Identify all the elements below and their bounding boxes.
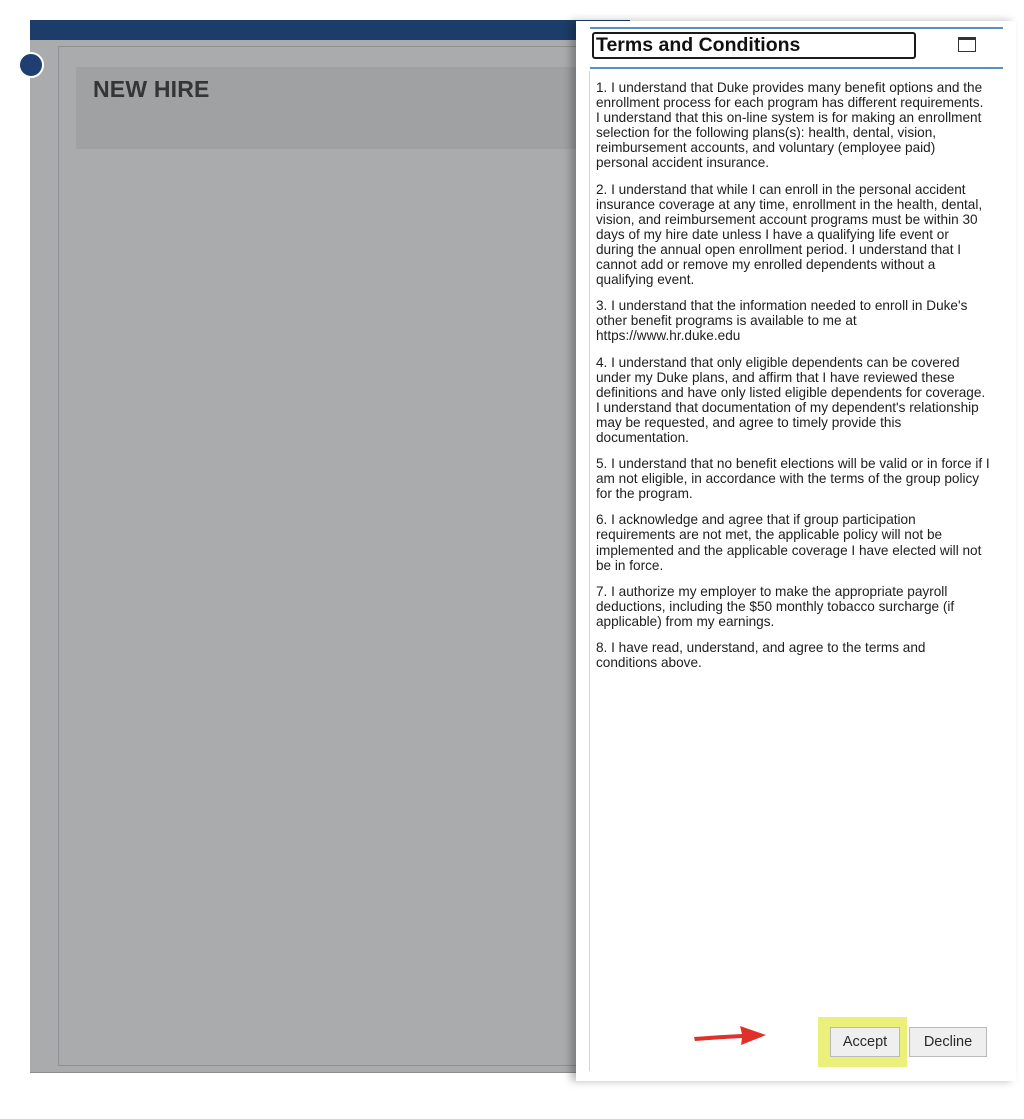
- term-paragraph-4: 4. I understand that only eligible dependents can be covered under my Duke plans, and affirm that I have reviewed these definitions and have only listed eligible dependents for coverage. I understand that documentation of my dependent's relationship may be requested, and agree to timely provide this documentation.: [596, 354, 986, 445]
- term-paragraph-5: 5. I understand that no benefit elections will be valid or in force if I am not eligible, in accordance with the terms of the group policy for the program.: [596, 456, 990, 502]
- terms-body: [596, 80, 990, 681]
- background-page: [30, 20, 630, 1073]
- content-frame: [58, 46, 638, 1066]
- term-paragraph-1: 1. I understand that Duke provides many benefit options and the enrollment process for each program has different requirements. I understand that this on-line system is for making an enrollment selection for the following plans(s): health, dental, vision, reimbursement accounts, and voluntary (employee paid) personal accident insurance.: [596, 80, 984, 171]
- dialog-title: Terms and Conditions: [592, 32, 916, 59]
- term-paragraph-3: 3. I understand that the information needed to enroll in Duke's other benefit programs is available to me at https://www.hr.duke.edu: [596, 298, 968, 344]
- term-paragraph-6: 6. I acknowledge and agree that if group participation requirements are not met, the applicable policy will not be implemented and the applicable coverage I have elected will not be in force.: [596, 512, 982, 573]
- decline-button[interactable]: Decline: [909, 1027, 987, 1057]
- section-title: NEW HIRE: [93, 76, 210, 102]
- term-paragraph-7: 7. I authorize my employer to make the appropriate payroll deductions, including the $50 monthly tobacco surcharge (if applicable) from my earnings.: [596, 583, 955, 629]
- term-paragraph-8: 8. I have read, understand, and agree to the terms and conditions above.: [596, 640, 926, 671]
- accept-button[interactable]: Accept: [830, 1027, 900, 1057]
- term-paragraph-2: 2. I understand that while I can enroll in the personal accident insurance coverage at any time, enrollment in the health, dental, vision, and reimbursement account programs must be within 30 days of my hire date unless I have a qualifying life event or during the annual open enrollment period. I understand that I cannot add or remove my enrolled dependents without a qualifying event.: [596, 181, 983, 288]
- section-header: [76, 67, 616, 149]
- dialog-divider: [589, 71, 590, 1071]
- terms-dialog: [576, 21, 1016, 1081]
- maximize-icon[interactable]: [958, 37, 976, 52]
- menu-toggle-icon[interactable]: [18, 52, 44, 78]
- dialog-header: [590, 27, 1003, 69]
- top-navigation-bar: [30, 20, 630, 40]
- arrow-right-icon: [690, 1020, 770, 1050]
